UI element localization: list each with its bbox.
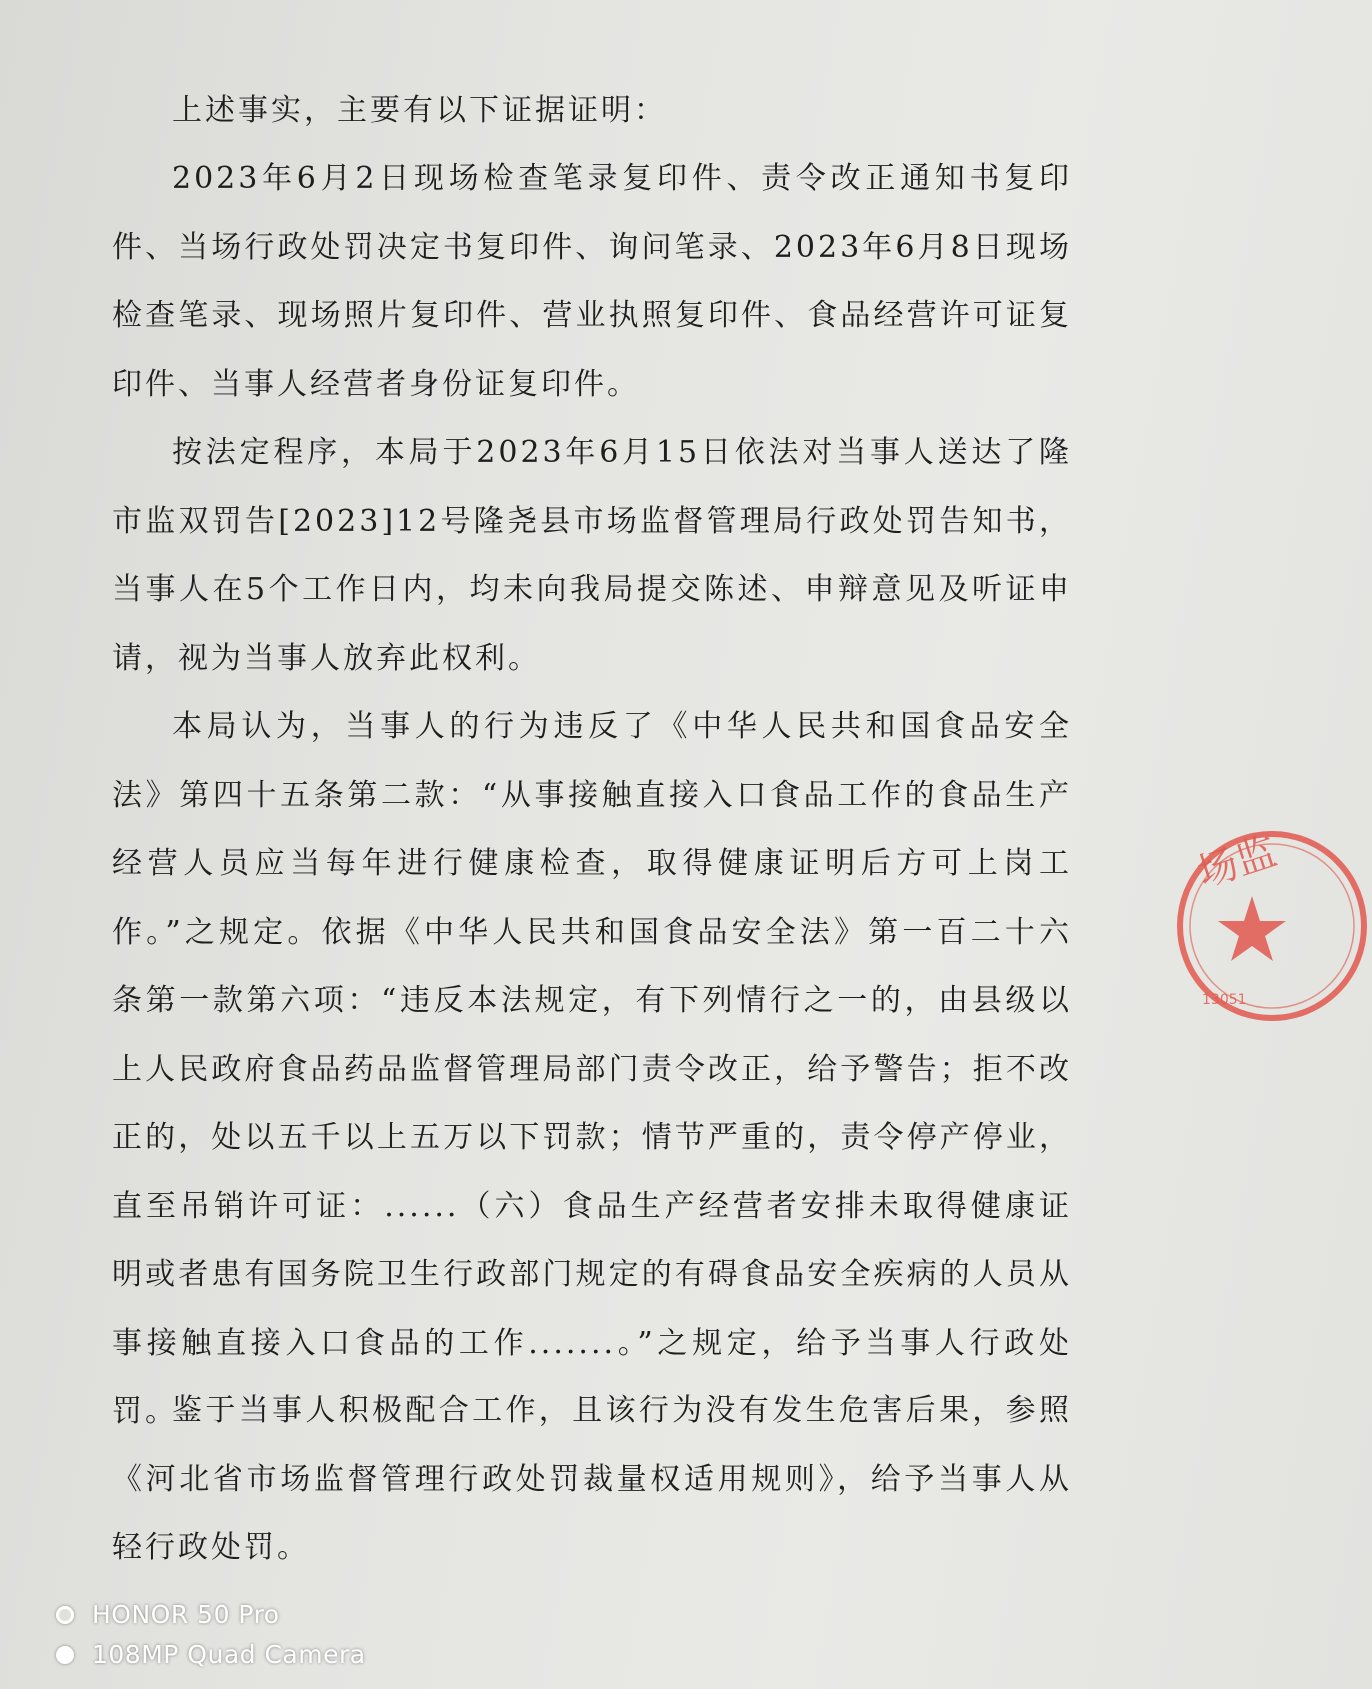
official-seal-stamp xyxy=(1172,826,1372,1026)
camera-watermark-model xyxy=(56,1600,280,1629)
ring-dot-icon xyxy=(56,1606,74,1624)
paragraph-procedure: 按法定程序，本局于2023年6月15日依法对当事人送达了隆市监双罚告[2023]12号隆尧县市场监督管理局行政处罚告知书，当事人在5个工作日内，均未向我局提交陈述、申辩意见及听证申请，视为当事人放弃此权利。 xyxy=(112,435,1072,676)
paragraph-legal-basis: 本局认为，当事人的行为违反了《中华人民共和国食品安全法》第四十五条第二款：“从事接触直接入口食品工作的食品生产经营人员应当每年进行健康检查，取得健康证明后方可上岗工作。”之规定。依据《中华人民共和国食品安全法》第一百二十六条第一款第六项：“违反本法规定，有下列情行之一的，由县级以上人民政府食品药品监督管理局部门责令改正，给予警告；拒不改正的，处以五千以上五万以下罚款；情节严重的，责令停产停业，直至吊销许可证：......（六）食品生产经营者安排未取得健康证明或者患有国务院卫生行政部门规定的有碍食品安全疾病的人员从事接触直接入口食品的工作.......。”之规定，给予当事人行政处罚。 xyxy=(112,709,1072,1429)
camera-model-text: HONOR 50 Pro xyxy=(92,1600,280,1629)
paragraph-mitigation: 鉴于当事人积极配合工作，且该行为没有发生危害后果，参照《河北省市场监督管理行政处罚裁量权适用规则》，给予当事人从轻行政处罚。 xyxy=(112,1393,1072,1565)
seal-number: 13051 xyxy=(1202,992,1247,1008)
camera-watermark-spec xyxy=(56,1640,366,1669)
camera-spec-text: 108MP Quad Camera xyxy=(92,1640,366,1669)
paragraph-evidence-list: 2023年6月2日现场检查笔录复印件、责令改正通知书复印件、当场行政处罚决定书复印件、询问笔录、2023年6月8日现场检查笔录、现场照片复印件、营业执照复印件、食品经营许可证复印件、当事人经营者身份证复印件。 xyxy=(112,161,1072,402)
filled-dot-icon xyxy=(56,1646,74,1664)
seal-star-icon xyxy=(1218,896,1286,961)
paragraph-evidence-intro: 上述事实，主要有以下证据证明： xyxy=(172,93,667,128)
seal-text: 场监 xyxy=(1191,828,1283,897)
